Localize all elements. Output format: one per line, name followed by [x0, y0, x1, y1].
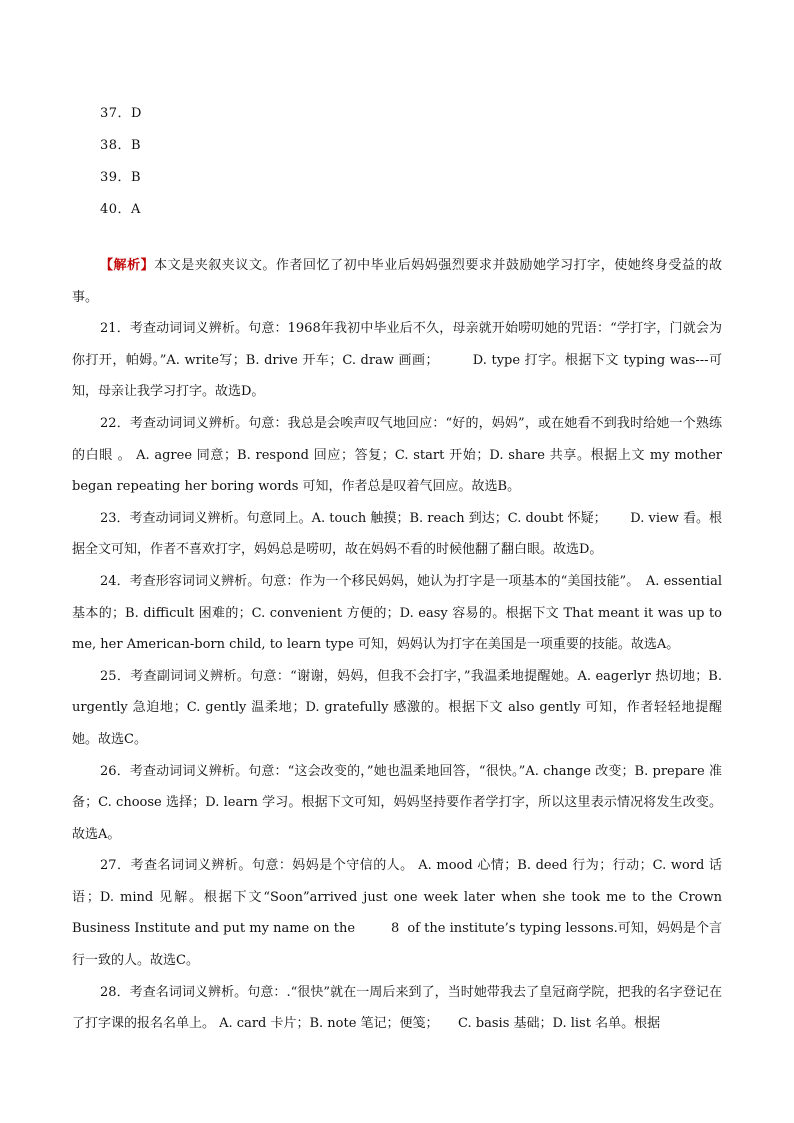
explanation-25: 25．考查副词词义辨析。句意：“谢谢，妈妈，但我不会打字，”我温柔地提醒她。A. eagerlyr 热切地；B. urgently 急迫地；C. gently 温柔地；D. gratefully 感激的。根据下文 also gently 可知，作者轻轻地提醒她。故选C。: [72, 668, 722, 747]
explanation-24: 24．考查形容词词义辨析。句意：作为一个移民妈妈，她认为打字是一项基本的“美国技能”。 A. essential 基本的；B. difficult 困难的；C. convenient 方便的；D. easy 容易的。根据下文 That meant it was up to me, her American-born child, to learn type 可知，妈妈认为打字在美国是一项重要的技能。故选A。: [72, 573, 722, 653]
answer-40: 40．A: [100, 202, 141, 217]
explanation-28: 28．考查名词词义辨析。句意：.“很快”就在一周后来到了，当时她带我去了皇冠商学院，把我的名字登记在了打字课的报名名单上。 A. card 卡片；B. note 笔记；便笺； C. basis 基础；D. list 名单。根据: [72, 984, 722, 1032]
explanation-21: 21．考查动词词义辨析。句意：1968年我初中毕业后不久，母亲就开始唠叨她的咒语：“学打字，门就会为你打开，帕姆。”A. write写；B. drive 开车；C. draw 画画； D. type 打字。根据下文 typing was---可知，母亲让我学习打字。故选D。: [72, 321, 722, 400]
analysis-body: [72, 250, 722, 1040]
explanation-27-text: 27．考查名词词义辨析。句意：妈妈是个守信的人。 A. mood 心情；B. deed 行为；行动；C. word 话语；D. mind 见解。根据下文“Soon”arrived just one week later when she took me to the Crown Business Institute and put my name on the: [72, 858, 722, 937]
explanation-27-tail: of the institute’s typing lessons.可知，妈妈是个言行一致的人。故选C。: [72, 921, 722, 969]
analysis-intro-paragraph: [72, 250, 722, 313]
analysis-tag: 【解析】: [100, 258, 155, 273]
explanation-27: [72, 850, 722, 976]
page-number: 8: [391, 921, 400, 937]
explanation-22: 22．考查动词词义辨析。句意：我总是会唉声叹气地回应：“好的，妈妈”，或在她看不到我时给她一个熟练的白眼 。 A. agree 同意；B. respond 回应；答复；C. start 开始；D. share 共享。根据上文 my mother began repeating her boring words 可知，作者总是叹着气回应。故选B。: [72, 415, 722, 495]
explanation-26: 26．考查动词词义辨析。句意：“这会改变的，”她也温柔地回答，“很快。”A. change 改变；B. prepare 准备；C. choose 选择；D. learn 学习。根据下文可知，妈妈坚持要作者学打字，所以这里表示情况将发生改变。故选A。: [72, 763, 722, 842]
explanation-23: 23．考查动词词义辨析。句意同上。A. touch 触摸；B. reach 到达；C. doubt 怀疑； D. view 看。根据全文可知，作者不喜欢打字，妈妈总是唠叨，故在妈妈不看的时候他翻了翻白眼。故选D。: [72, 510, 722, 558]
analysis-intro-text: 本文是夹叙夹议文。作者回忆了初中毕业后妈妈强烈要求并鼓励她学习打字，使她终身受益的故事。: [72, 258, 722, 305]
answer-39: 39．B: [100, 170, 142, 185]
answer-37: 37．D: [100, 106, 142, 121]
answer-38: 38．B: [100, 138, 142, 153]
